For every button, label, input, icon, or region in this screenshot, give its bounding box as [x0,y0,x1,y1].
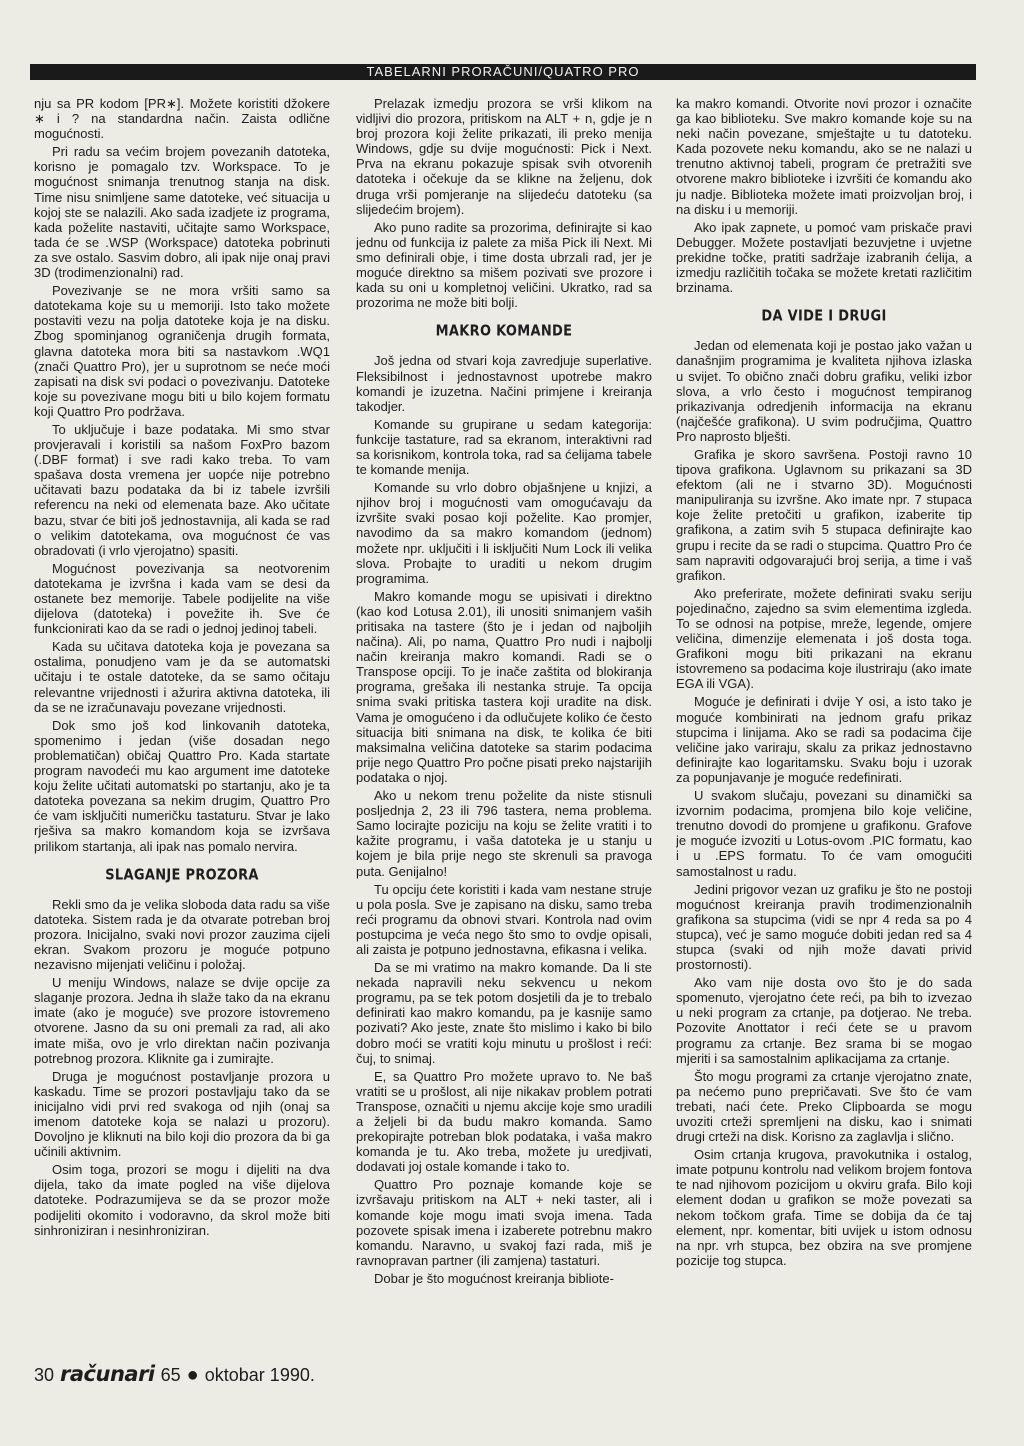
page-footer [34,1362,315,1392]
paragraph: Ako ipak zapnete, u pomoć vam priskače pravi Debugger. Možete postavljati bezuvjetne i uvjetne prekidne točke, pratiti sadržaje izabranih ćelija, a izmedju različitih točaka se možete kretati različitim brzinama. [676,219,972,296]
paragraph: Povezivanje se ne mora vršiti samo sa datotekama koje su u memoriji. Isto tako možete postaviti vezu na polja datoteke koja je na disku. Zbog spominjanog ograničenja drugih formata, glavna datoteka mora biti sa nastavkom .WQ1 (znači Quattro Pro), jer u suprotnom se neće moći zapisati na disk svi podaci o povezivanju. Datoteke koje su povezivane mogu biti u bilo kojem formatu koji Quattro Pro podržava. [34,283,330,419]
paragraph: ka makro komandi. Otvorite novi prozor i označite ga kao biblioteku. Sve makro komande koje su na neki način povezane, smještajte u tu datoteku. Kada pozovete neku komandu, ako se ne nalazi u trenutno aktivnoj tabeli, program će pretražiti sve otvorene makro biblioteke i izvršiti će komandu ako ju nadje. Biblioteka možete imati proizvoljan broj, i na disku i u memoriji. [676,96,972,217]
paragraph: Kada su učitava datoteka koja je povezana sa ostalima, ponudjeno vam je da se automatski učitaju i te ostale datoteke, da se samo očitaju relevantne vrijednosti i ažurira aktivna datoteka, ili da se ne izračunavaju povezane vrijednosti. [34,639,330,715]
paragraph: Pri radu sa većim brojem povezanih datoteka, korisno je pomagalo tzv. Workspace. To je mogućnost snimanja trenutnog stanja na disk. Time nisu snimljene same datoteke, već situacija u kojoj ste se nalazili. Ako sada izadjete iz programa, kada poželite nastaviti, učitajte samo Workspace, tada će se .WSP (Workspace) datoteka pobrinuti za sve ostalo. Sasvim dobro, ali ipak nije onaj pravi 3D (trodimenzionalni) rad. [34,144,330,281]
paragraph: Rekli smo da je velika sloboda data radu sa više datoteka. Sistem rada je da otvarate potreban broj prozora. Inicijalno, svaki novi prozor zauzima cijeli ekran. Svakom prozoru je moguće potpuno nezavisno mijenjati veličinu i položaj. [34,896,330,973]
paragraph: Quattro Pro poznaje komande koje se izvršavaju pritiskom na ALT + neki taster, ali i komande koje mogu imati svoja imena. Tada pozovete spisak imena i izaberete potrebnu makro komandu. Naravno, u svakoj fazi rada, miš je ravnopravan partner (ili zamjena) tastaturi. [356,1177,652,1268]
paragraph: Tu opciju ćete koristiti i kada vam nestane struje u pola posla. Sve je zapisano na disku, samo treba reći programu da obnovi stvari. Kontrola nad ovim postupcima je veća nego što smo to ovdje opisali, ali zaista je potpuno jednostavna, efikasna i velika. [356,881,652,957]
issue-date: oktobar 1990. [204,1365,315,1385]
article-column-3 [676,96,972,1344]
paragraph: Još jedna od stvari koja zavredjuje superlative. Fleksibilnost i jednostavnost upotrebe makro komandi je izuzetna. Načini primjene i kreiranja takodjer. [356,353,652,414]
paragraph: Moguće je definirati i dvije Y osi, a isto tako je moguće kombinirati na jednom grafu prikaz stupcima i linijama. Ako se radi sa podacima čije veličine jako variraju, skalu za prikaz jednostavno definirajte kao logaritamsku. Svaku boju i uzorak za popunjavanje je moguće redefinirati. [676,694,972,785]
paragraph: Jedini prigovor vezan uz grafiku je što ne postoji mogućnost kreiranja pravih trodimenzionalnih grafikona sa stupcima (vidi se npr 4 reda sa po 4 stupca), već je samo moguće dobiti jedan red sa 4 stupca (svaki od njih može davati privid prostornosti). [676,881,972,973]
running-header: TABELARNI PRORAČUNI/QUATRO PRO [30,64,976,80]
section-heading: MAKRO KOMANDE [435,323,573,341]
paragraph: Ako puno radite sa prozorima, definirajte si kao jednu od funkcija iz palete za miša Pick ili Next. Mi smo definirali obje, i time dosta ubrzali rad, jer je moguće direktno sa mišem pozivati sve prozore i kada su oni u kompletnoj veličini. Ukratko, rad sa prozorima ne može biti bolji. [356,219,652,311]
bullet-separator: ● [186,1364,199,1386]
paragraph: Što mogu programi za crtanje vjerojatno znate, pa nećemo puno prepričavati. Sve što će vam trebati, naći ćete. Preko Clipboarda se mogu uvoziti crteži spremljeni na disku, kao i snimati drugi crteži na disk. Korisno za zaglavlja i slično. [676,1068,972,1145]
paragraph: U meniju Windows, nalaze se dvije opcije za slaganje prozora. Jedna ih slaže tako da na ekranu imate (ako je moguće) sve prozore istovremeno otvorene. Jasno da su oni premali za rad, ali ako imate miša, ovo je vrlo direktan način pozivanja potrebnog prozora. Kliknite ga i zumirajte. [34,975,330,1066]
paragraph: Ako u nekom trenu poželite da niste stisnuli posljednja 2, 23 ili 796 tastera, nema problema. Samo locirajte poziciju na koju se želite vratiti i to kažite programu, i vaša datoteka je u stanju u kojem je bila prije nego ste skrenuli sa pravoga puta. Genijalno! [356,788,652,879]
paragraph: Osim toga, prozori se mogu i dijeliti na dva dijela, tako da imate pogled na više dijelova datoteke. Podrazumijeva se da se prozor može podijeliti okomito i vodoravno, da skrol može biti sinhroniziran i nesinhroniziran. [34,1162,330,1238]
paragraph: Prelazak izmedju prozora se vrši klikom na vidljivi dio prozora, pritiskom na ALT + n, gdje je n broj prozora koji želite prikazati, ili preko menija Windows, gdje su dvije mogućnosti: Pick i Next. Prva na ekranu pokazuje spisak svih otvorenih datoteka i očekuje da se klikne na željenu, dok druga vrši pomjeranje na slijedeću datoteku (sa slijedećim brojem). [356,96,652,217]
magazine-logo: računari [60,1362,155,1386]
paragraph: Komande su grupirane u sedam kategorija: funkcije tastature, rad sa ekranom, interaktivni rad sa korisnikom, kontrola toka, rad sa ćelijama tabele te komande menija. [356,416,652,478]
section-heading: SLAGANJE PROZORA [105,866,259,884]
paragraph: Jedan od elemenata koji je postao jako važan u današnjim programima je kvaliteta njihova izlaska u svijet. To obično znači dobru grafiku, veliki izbor slova, a vrlo često i mogućnost tempiranog prikazivanja odredjenih informacija na ekranu (najčešće grafikona). U svim područjima, Quattro Pro naprosto blješti. [676,338,972,444]
paragraph: Druga je mogućnost postavljanje prozora u kaskadu. Time se prozori postavljaju tako da se inicijalno vidi prvi red svakoga od njih (onaj sa imenom datoteke koja se nalazi u prozoru). Dovoljno je kliknuti na bilo koji dio prozora da bi ga učinili aktivnim. [34,1068,330,1160]
paragraph: Osim crtanja krugova, pravokutnika i ostalog, imate potpunu kontrolu nad velikom brojem fontova te nad njihovom pozicijom u okviru grafa. Bilo koji element dodan u grafikon se može povezati sa nekom točkom grafa. Time se dobija da će taj element, npr. komentar, biti uvijek u istom odnosu na npr. vrh stupca, bez obzira na sve promjene pozicije tog stupca. [676,1147,972,1268]
issue-number: 65 [160,1365,181,1385]
article-column-2 [356,96,652,1344]
paragraph: To uključuje i baze podataka. Mi smo stvar provjeravali i koristili sa našom FoxPro bazom (.DBF format) i sve radi kako treba. To vam spašava dosta vremena jer uopće nije potrebno učitavati bazu podataka da bi iz tabele izvršili referencu na neki od elemenata baze. Ako učitate bazu, stvar će biti još jednostavnija, ali kada se rad o velikim datotekama, ova mogućnost će vas obradovati (i vrlo vjerojatno) spasiti. [34,421,330,558]
paragraph: Grafika je skoro savršena. Postoji ravno 10 tipova grafikona. Uglavnom su prikazani sa 3D efektom (ali ne i stvarno 3D). Mogućnosti manipuliranja su izvršne. Ako imate npr. 7 stupaca koje želite pretočiti u grafikon, izaberite tip grafikona, a zatim svih 5 stupaca definirajte kao grupu i recite da se radi o stupcima. Quattro Pro će sam napraviti odgovarajući broj serija, a time i vaš grafikon. [676,446,972,583]
paragraph: nju sa PR kodom [PR∗]. Možete koristiti džokere ∗ i ? na standardna način. Zaista odlične mogućnosti. [34,96,330,142]
paragraph: Da se mi vratimo na makro komande. Da li ste nekada napravili neku sekvencu u nekom programu, pa se tek potom dosjetili da je to trebalo definirati kao makro komandu, pa je kasnije samo pozivati? Ako jeste, znate što mislimo i kako bi bilo dobro moći se vratiti koju minutu u prošlost i reći: čuj, to snimaj. [356,960,652,1066]
paragraph: E, sa Quattro Pro možete upravo to. Ne baš vratiti se u prošlost, ali nije nikakav problem potrati Transpose, označiti u njemu akcije koje smo uradili a željeli bi da budu makro komanda. Samo prekopirajte potreban blok podataka, i vaša makro komanda je tu. Ako treba, možete ju uredjivati, dodavati joj ostale komande i tako to. [356,1068,652,1175]
page-number: 30 [34,1365,55,1385]
paragraph: Komande su vrlo dobro objašnjene u knjizi, a njihov broj i mogućnosti vam omogućavaju da izvršite svaki posao koji poželite. Kao promjer, navodimo da sa makro komandom (jednom) možete npr. uključiti i li isključiti Num Lock ili velika slova. Probajte to uraditi u nekom drugim programima. [356,480,652,586]
paragraph: Ako vam nije dosta ovo što je do sada spomenuto, vjerojatno ćete reći, pa bih to izvezao u neki program za crtanje, pa dotjerao. Ne treba. Pozovite Anottator i reći ćete se u pravom programu za crtanje. Bez srama bi se mogao mjeriti i sa samostalnim aplikacijama za crtanje. [676,975,972,1066]
paragraph: Dok smo još kod linkovanih datoteka, spomenimo i jedan (više dosadan nego problematičan) običaj Quattro Pro. Kada startate program navodeći mu kao argument ime datoteke koju želite učitati automatski po startanju, ako je ta datoteka povezana sa nekim drugim, Quattro Pro će vam isključiti numeričku tastaturu. Stvar je lako rješiva sa makro komandom koja se izvršava prilikom startanja, ali ipak nas pomalo nervira. [34,717,330,854]
paragraph: Makro komande mogu se upisivati i direktno (kao kod Lotusa 2.01), ili unositi snimanjem vaših pritisaka na tastere (što je i jedan od najboljih načina). Ali, po nama, Quattro Pro nudi i najbolji način kreiranja makro komandi. Radi se o Transpose opciji. To je inače zaštita od blokiranja programa, grešaka ili nestanka struje. Ta opcija snima svaki pritiska tastera koji uradite na disk. Vama je omogućeno i da odlučujete koliko će često situacija biti snimana na disk, te kolika će biti maksimalna veličina datoteke sa starim podacima prije nego Quattro Pro počne pisati preko najstarijih podataka o njoj. [356,588,652,785]
paragraph: Mogućnost povezivanja sa neotvorenim datotekama je izvršna i kada vam se desi da ostanete bez memorije. Tabele podijelite na više dijelova (datoteka) i povežite ih. Sve će funkcionirati kao da se radi o jednoj jedinoj tabeli. [34,560,330,637]
paragraph: U svakom slučaju, povezani su dinamički sa izvornim podacima, promjena bilo koje veličine, trenutno dovodi do promjene u grafikonu. Grafove je moguće izvoziti u Lotus-ovom .PIC formatu, kao i u .EPS formatu. To će vam omogućiti samostalnost u radu. [676,788,972,879]
article-column-1 [34,96,330,1344]
section-heading: DA VIDE I DRUGI [761,308,887,326]
paragraph: Ako preferirate, možete definirati svaku seriju pojedinačno, zajedno sa svim elementima izgleda. To se odnosi na potpise, mreže, legende, omjere veličina, dimenzije elemenata i još dosta toga. Grafikoni mogu biti prikazani na ekranu istovremeno sa podacima koje ilustriraju (ako imate EGA ili VGA). [676,585,972,692]
paragraph: Dobar je što mogućnost kreiranja bibliote- [374,1270,614,1286]
